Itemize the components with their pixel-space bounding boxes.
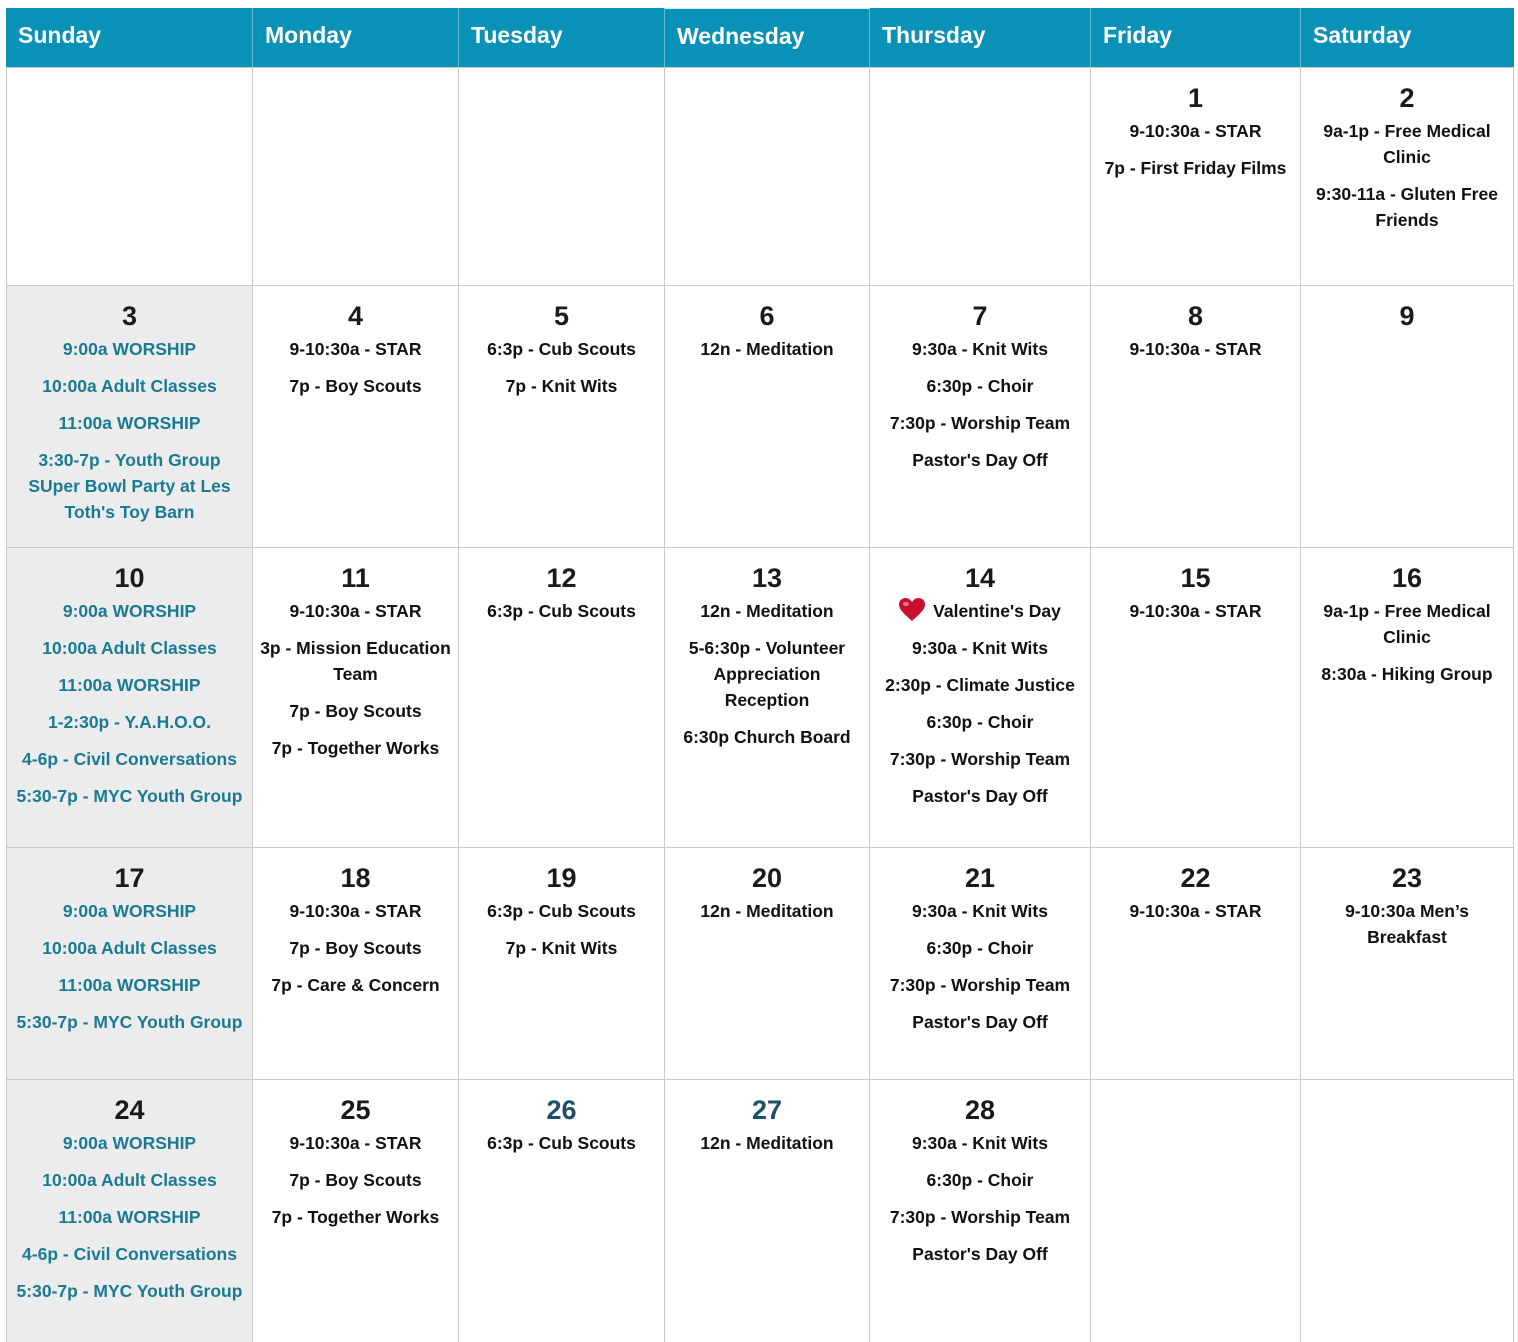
week-row xyxy=(6,285,1514,548)
calendar-event[interactable]: 7p - Care & Concern xyxy=(271,975,440,995)
calendar-event[interactable]: 9-10:30a - STAR xyxy=(289,1133,422,1153)
day-cell-monday[interactable] xyxy=(253,1080,459,1342)
day-cell-friday[interactable] xyxy=(1091,1080,1301,1342)
calendar-event[interactable]: 9:30a - Knit Wits xyxy=(912,638,1048,658)
day-cell-saturday[interactable] xyxy=(1301,848,1514,1080)
calendar-event[interactable]: 6:3p - Cub Scouts xyxy=(487,601,636,621)
calendar-event[interactable] xyxy=(874,598,1086,624)
week-row xyxy=(6,847,1514,1080)
calendar-event[interactable]: 2:30p - Climate Justice xyxy=(885,675,1075,695)
event-list xyxy=(7,898,252,1035)
calendar-event[interactable]: 7p - Together Works xyxy=(271,1207,440,1227)
day-number: 17 xyxy=(114,863,145,893)
calendar-event[interactable]: 4-6p - Civil Conversations xyxy=(22,1244,237,1264)
day-cell-friday[interactable] xyxy=(1091,848,1301,1080)
calendar-event[interactable]: 7:30p - Worship Team xyxy=(889,413,1071,433)
day-number: 20 xyxy=(751,863,783,893)
calendar-event[interactable]: 12n - Meditation xyxy=(700,339,834,359)
calendar-event[interactable]: 7:30p - Worship Team xyxy=(889,975,1071,995)
heart-icon xyxy=(899,598,925,622)
event-label: Valentine's Day xyxy=(933,601,1061,621)
calendar-event[interactable]: 3:30-7p - Youth Group SUper Bowl Party at Les Toth's Toy Barn xyxy=(28,450,231,522)
event-list xyxy=(665,598,869,750)
calendar-event[interactable]: 11:00a WORSHIP xyxy=(58,1207,201,1227)
calendar-event[interactable]: 11:00a WORSHIP xyxy=(58,975,201,995)
calendar-event[interactable]: 11:00a WORSHIP xyxy=(58,413,201,433)
calendar-event[interactable]: 8:30a - Hiking Group xyxy=(1321,664,1493,684)
event-list xyxy=(253,336,458,399)
calendar-event[interactable]: 9-10:30a - STAR xyxy=(1129,601,1262,621)
calendar-event[interactable]: 7p - First Friday Films xyxy=(1104,158,1287,178)
event-list xyxy=(870,1130,1090,1267)
calendar-event[interactable]: 9:00a WORSHIP xyxy=(62,601,197,621)
calendar-event[interactable]: 5:30-7p - MYC Youth Group xyxy=(16,1012,243,1032)
day-cell-monday[interactable] xyxy=(253,548,459,848)
event-list xyxy=(7,1130,252,1304)
calendar-event[interactable]: 9:00a WORSHIP xyxy=(62,339,197,359)
day-cell-sunday[interactable] xyxy=(6,1080,253,1342)
calendar-event[interactable]: 9-10:30a - STAR xyxy=(1129,901,1262,921)
event-list xyxy=(1091,118,1300,181)
weekday-sunday: Sunday xyxy=(6,8,253,67)
calendar-event[interactable]: 6:30p Church Board xyxy=(683,727,851,747)
day-cell-thursday[interactable] xyxy=(870,1080,1091,1342)
calendar-event[interactable]: 3p - Mission Education Team xyxy=(260,638,451,684)
day-number: 18 xyxy=(340,863,371,893)
day-number: 3 xyxy=(121,301,138,331)
day-number: 9 xyxy=(1399,301,1415,331)
calendar-event[interactable]: 7p - Together Works xyxy=(271,738,440,758)
day-number: 5 xyxy=(553,301,570,331)
calendar-event[interactable]: 6:30p - Choir xyxy=(926,712,1034,732)
calendar-event[interactable]: 12n - Meditation xyxy=(700,601,834,621)
day-cell-monday[interactable] xyxy=(253,286,459,548)
event-list xyxy=(870,598,1090,809)
event-list xyxy=(253,1130,458,1230)
calendar-event[interactable]: 9:00a WORSHIP xyxy=(62,1133,197,1153)
calendar-event[interactable]: 6:30p - Choir xyxy=(926,1170,1034,1190)
day-number: 28 xyxy=(964,1095,996,1125)
event-list xyxy=(253,898,458,998)
calendar-event[interactable]: 10:00a Adult Classes xyxy=(42,1170,217,1190)
calendar-event[interactable]: 9-10:30a - STAR xyxy=(289,601,422,621)
calendar-event[interactable]: 9:30a - Knit Wits xyxy=(912,1133,1048,1153)
calendar-event[interactable]: 7p - Boy Scouts xyxy=(289,938,422,958)
event-list xyxy=(870,898,1090,1035)
day-cell-friday[interactable] xyxy=(1091,68,1301,286)
weekday-saturday: Saturday xyxy=(1313,22,1412,48)
event-list xyxy=(1091,598,1300,624)
day-cell-sunday[interactable] xyxy=(6,68,253,286)
event-list xyxy=(665,1130,869,1156)
weekday-tuesday: Tuesday xyxy=(459,8,665,67)
day-cell-thursday[interactable] xyxy=(870,548,1091,848)
calendar-event[interactable]: 10:00a Adult Classes xyxy=(42,376,217,396)
calendar-event[interactable]: 6:30p - Choir xyxy=(926,938,1034,958)
event-list xyxy=(7,336,252,525)
event-list xyxy=(459,336,664,399)
calendar-event[interactable]: 10:00a Adult Classes xyxy=(42,938,217,958)
day-number: 15 xyxy=(1180,563,1211,593)
day-number: 8 xyxy=(1187,301,1204,331)
calendar-event[interactable]: 9a-1p - Free Medical Clinic xyxy=(1323,121,1491,167)
week-row xyxy=(6,67,1514,286)
day-cell-wednesday[interactable] xyxy=(665,68,870,286)
calendar-event[interactable]: 5:30-7p - MYC Youth Group xyxy=(16,786,243,806)
day-number: 13 xyxy=(751,563,783,593)
calendar-event[interactable]: 6:3p - Cub Scouts xyxy=(487,1133,636,1153)
day-number: 14 xyxy=(964,563,996,593)
day-cell-saturday[interactable] xyxy=(1301,548,1514,848)
day-number: 7 xyxy=(972,301,988,331)
event-list xyxy=(870,336,1090,473)
day-number: 25 xyxy=(340,1095,371,1125)
day-cell-thursday[interactable] xyxy=(870,848,1091,1080)
event-list xyxy=(665,336,869,362)
calendar-event[interactable]: 9-10:30a - STAR xyxy=(1129,339,1262,359)
calendar-event[interactable]: 9:30a - Knit Wits xyxy=(912,339,1048,359)
event-list xyxy=(459,1130,664,1156)
weekday-friday: Friday xyxy=(1091,8,1301,67)
day-cell-saturday[interactable] xyxy=(1301,1080,1514,1342)
event-list xyxy=(253,598,458,761)
day-cell-sunday[interactable] xyxy=(6,548,253,848)
event-list xyxy=(1301,898,1513,950)
day-number: 26 xyxy=(546,1095,577,1125)
calendar-event[interactable]: 7p - Boy Scouts xyxy=(289,1170,422,1190)
calendar-event[interactable]: 11:00a WORSHIP xyxy=(58,675,201,695)
day-number: 16 xyxy=(1391,563,1423,593)
calendar-event[interactable]: 9a-1p - Free Medical Clinic xyxy=(1323,601,1491,647)
day-cell-friday[interactable] xyxy=(1091,286,1301,548)
calendar-event[interactable]: 12n - Meditation xyxy=(700,901,834,921)
day-cell-wednesday[interactable] xyxy=(665,286,870,548)
day-cell-wednesday[interactable] xyxy=(665,848,870,1080)
day-number: 23 xyxy=(1391,863,1423,893)
calendar-event[interactable]: 7:30p - Worship Team xyxy=(889,1207,1071,1227)
event-list xyxy=(1091,336,1300,362)
calendar-event[interactable]: 7:30p - Worship Team xyxy=(889,749,1071,769)
calendar-event[interactable]: 9-10:30a - STAR xyxy=(289,901,422,921)
event-list xyxy=(665,898,869,924)
weekday-thursday: Thursday xyxy=(870,8,1091,67)
event-list xyxy=(1301,118,1513,233)
day-number: 4 xyxy=(347,301,364,331)
day-number: 11 xyxy=(341,563,370,593)
weekday-header xyxy=(6,8,1514,67)
calendar-event[interactable]: 9-10:30a Men’s Breakfast xyxy=(1345,901,1469,947)
day-number: 24 xyxy=(114,1095,145,1125)
week-row xyxy=(6,1079,1514,1342)
day-number: 21 xyxy=(964,863,996,893)
day-number: 19 xyxy=(546,863,577,893)
day-number: 2 xyxy=(1399,83,1415,113)
day-number: 12 xyxy=(546,563,577,593)
calendar-event[interactable]: 5-6:30p - Volunteer Appreciation Reception xyxy=(688,638,846,710)
event-list xyxy=(459,898,664,961)
day-cell-wednesday[interactable] xyxy=(665,548,870,848)
calendar-event[interactable]: 7p - Boy Scouts xyxy=(289,376,422,396)
event-list xyxy=(1301,598,1513,687)
calendar-event[interactable]: 7p - Boy Scouts xyxy=(289,701,422,721)
day-cell-saturday[interactable] xyxy=(1301,68,1514,286)
calendar-event[interactable]: 6:3p - Cub Scouts xyxy=(487,339,636,359)
calendar-event[interactable]: Pastor's Day Off xyxy=(912,1012,1048,1032)
day-cell-friday[interactable] xyxy=(1091,548,1301,848)
weekday-wednesday: Wednesday xyxy=(665,8,870,67)
day-cell-tuesday[interactable] xyxy=(459,548,665,848)
day-number: 27 xyxy=(751,1095,783,1125)
day-cell-thursday[interactable] xyxy=(870,68,1091,286)
calendar-event[interactable]: Pastor's Day Off xyxy=(912,1244,1048,1264)
calendar-event[interactable]: 6:30p - Choir xyxy=(926,376,1034,396)
week-row xyxy=(6,547,1514,848)
calendar-event[interactable]: 9-10:30a - STAR xyxy=(1129,121,1262,141)
day-cell-monday[interactable] xyxy=(253,68,459,286)
day-cell-tuesday[interactable] xyxy=(459,848,665,1080)
event-list xyxy=(1091,898,1300,924)
day-cell-thursday[interactable] xyxy=(870,286,1091,548)
calendar-event[interactable]: 9:30-11a - Gluten Free Friends xyxy=(1316,184,1498,230)
calendar-event[interactable]: 7p - Knit Wits xyxy=(505,938,618,958)
event-list xyxy=(459,598,664,624)
event-list xyxy=(7,598,252,809)
day-number: 6 xyxy=(759,301,775,331)
day-cell-tuesday[interactable] xyxy=(459,1080,665,1342)
day-cell-tuesday[interactable] xyxy=(459,286,665,548)
day-cell-sunday[interactable] xyxy=(6,848,253,1080)
weekday-monday: Monday xyxy=(253,8,459,67)
day-number: 22 xyxy=(1180,863,1211,893)
calendar-event[interactable]: 9-10:30a - STAR xyxy=(289,339,422,359)
calendar-event[interactable]: 9:00a WORSHIP xyxy=(62,901,197,921)
calendar-event[interactable]: Pastor's Day Off xyxy=(912,786,1048,806)
calendar-event[interactable]: 1-2:30p - Y.A.H.O.O. xyxy=(47,712,212,732)
calendar-event[interactable]: 5:30-7p - MYC Youth Group xyxy=(16,1281,243,1301)
day-number: 10 xyxy=(114,563,145,593)
calendar-event[interactable]: 4-6p - Civil Conversations xyxy=(22,749,237,769)
day-cell-wednesday[interactable] xyxy=(665,1080,870,1342)
day-cell-tuesday[interactable] xyxy=(459,68,665,286)
day-cell-sunday[interactable] xyxy=(6,286,253,548)
calendar-event[interactable]: 7p - Knit Wits xyxy=(505,376,618,396)
day-cell-saturday[interactable] xyxy=(1301,286,1514,548)
calendar-event[interactable]: 9:30a - Knit Wits xyxy=(912,901,1048,921)
day-number: 1 xyxy=(1187,83,1204,113)
day-cell-monday[interactable] xyxy=(253,848,459,1080)
calendar-event[interactable]: 6:3p - Cub Scouts xyxy=(487,901,636,921)
calendar-event[interactable]: Pastor's Day Off xyxy=(912,450,1048,470)
calendar-event[interactable]: 10:00a Adult Classes xyxy=(42,638,217,658)
calendar-event[interactable]: 12n - Meditation xyxy=(700,1133,834,1153)
